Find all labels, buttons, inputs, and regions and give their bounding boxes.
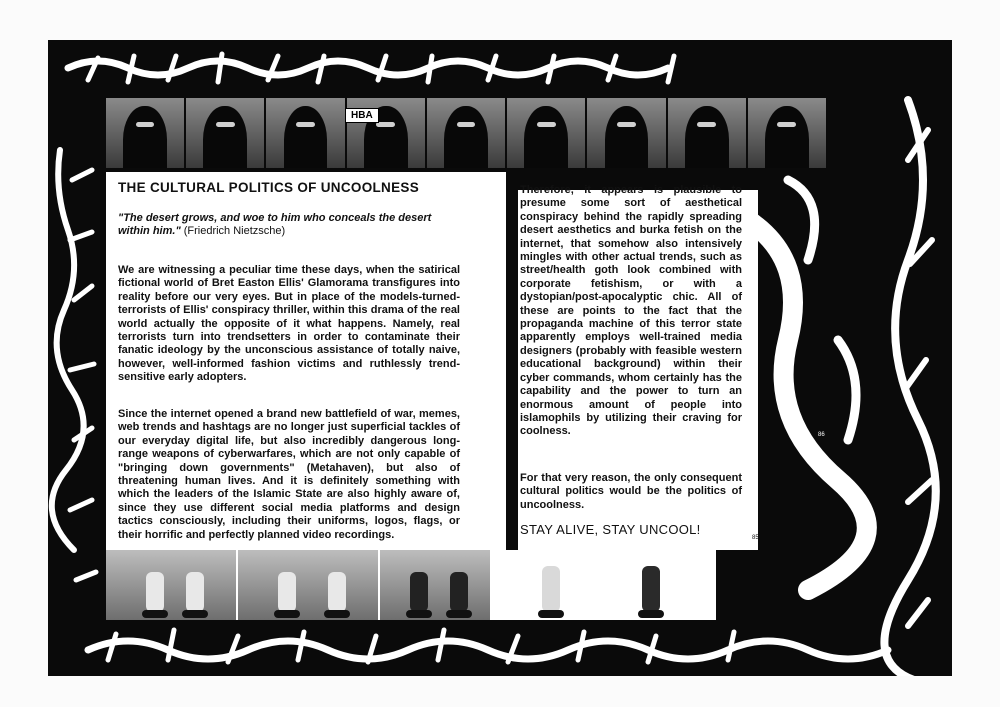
portrait-photo [266, 98, 344, 168]
body-paragraph: We are witnessing a peculiar time these days, when the satirical fictional world of Bret Easton Ellis' Glamorama transfigures into reality before our very eyes. But in place of the models-turned-terrorists of Ellis' conspiracy thriller, within this drama of the real world actually the opposite of it what happens. Namely, real terrorists turn into trendsetters in order to contaminate their fanatic ideology by the unconscious assistance of totally naive, however, well-informed fashion victims and ruthlessly trend-sensitive early adopters. [118, 264, 460, 384]
feet-photo [380, 550, 490, 620]
body-paragraph: Since the internet opened a brand new battlefield of war, memes, web trends and hashtags are no longer just superficial tackles of our everyday digital life, but also incredibly dangerous long-range weapons of cyberwarfares, which are not only capable of "bringing down governments" (Metahaven), but also of threatening human lives. And it is definitely something with which the leaders of the Islamic State are also highly aware of, since they use different social media platforms and design tactics consciously, including their uniforms, logos, flags, or their horrific and perfectly planned video recordings. [118, 408, 460, 541]
page-number: 86 [818, 432, 825, 438]
epigraph [118, 212, 458, 238]
portrait-photo [587, 98, 665, 168]
page-number: 85 [752, 535, 759, 541]
portrait-photo [106, 98, 184, 168]
feet-photo [238, 550, 378, 620]
body-paragraph: Therefore, it appears is plausible to presume some sort of aesthetical conspiracy behind the rapidly spreading desert aesthetics and burka fetish on the internet, that somehow also intensively mingles with other actual trends, such as street/health goth look combined with corporate fetishism, or with a dystopian/post-apocalyptic chic. All of these are points to the fact that the propaganda machine of this terror state apparently employs well-trained media designers (probably with feasible western educational background) within their cyber commands, whom certainly has the capability and the power to turn an enormous amount of people into islamophils by utilizing their craving for coolness. [520, 184, 742, 438]
photo-label: HBA [345, 108, 379, 123]
article-title: THE CULTURAL POLITICS OF UNCOOLNESS [118, 180, 420, 195]
portrait-photo [427, 98, 505, 168]
portrait-photo [186, 98, 264, 168]
closing-line: STAY ALIVE, STAY UNCOOL! [520, 522, 701, 537]
epigraph-attribution: (Friedrich Nietzsche) [183, 225, 286, 237]
portrait-photo [748, 98, 826, 168]
portrait-photo [668, 98, 746, 168]
body-paragraph: For that very reason, the only consequent cultural politics would be the politics of uncoolness. [520, 472, 742, 511]
feet-photo-strip [106, 550, 716, 620]
portrait-photo [507, 98, 585, 168]
epigraph-text: "The desert grows, and woe to him who conceals the desert within him." [118, 212, 432, 237]
portrait-photo-strip [106, 98, 826, 168]
feet-photo [492, 550, 716, 620]
feet-photo [106, 550, 236, 620]
